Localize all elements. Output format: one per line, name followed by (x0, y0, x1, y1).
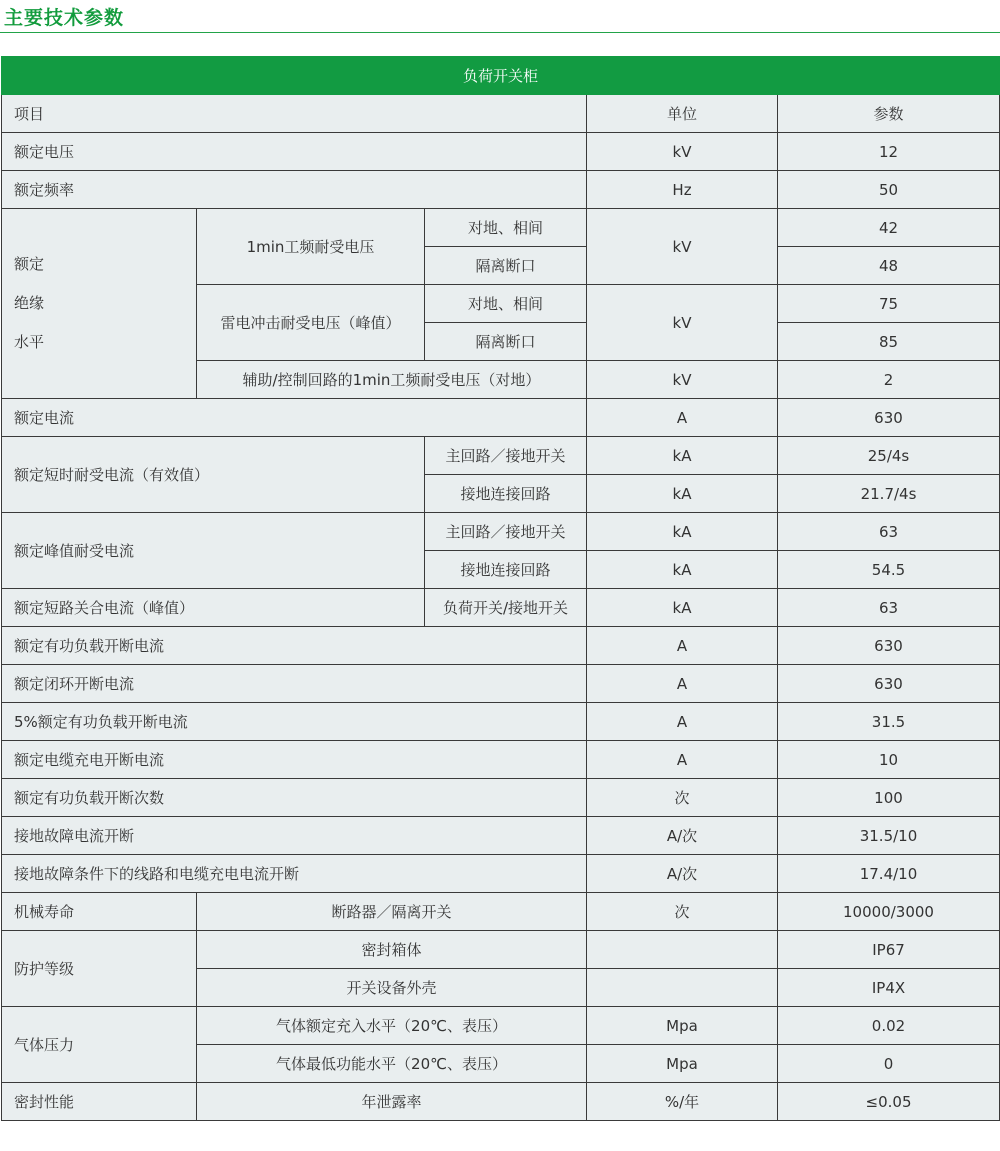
insulation-label (2, 209, 197, 399)
row-value: 12 (778, 133, 1000, 171)
row-label: 额定峰值耐受电流 (2, 513, 425, 589)
table-row (2, 779, 1000, 817)
row-unit: kA (587, 513, 778, 551)
row-sub: 接地连接回路 (425, 551, 587, 589)
row-value: 31.5 (778, 703, 1000, 741)
row-value: 63 (778, 513, 1000, 551)
row-value: 630 (778, 627, 1000, 665)
group-label: 雷电冲击耐受电压（峰值） (197, 285, 425, 361)
row-sub: 开关设备外壳 (197, 969, 587, 1007)
row-label: 额定短路关合电流（峰值） (2, 589, 425, 627)
row-unit: A (587, 399, 778, 437)
row-value: IP67 (778, 931, 1000, 969)
row-unit: A/次 (587, 817, 778, 855)
row-label: 5%额定有功负载开断电流 (2, 703, 587, 741)
row-label: 气体压力 (2, 1007, 197, 1083)
row-value: 10 (778, 741, 1000, 779)
row-unit: %/年 (587, 1083, 778, 1121)
row-value: 75 (778, 285, 1000, 323)
row-value: 2 (778, 361, 1000, 399)
table-row (2, 1007, 1000, 1045)
row-unit (587, 969, 778, 1007)
label-line: 水平 (14, 333, 45, 351)
row-unit: A (587, 627, 778, 665)
row-label: 额定闭环开断电流 (2, 665, 587, 703)
row-value: 25/4s (778, 437, 1000, 475)
table-caption: 负荷开关柜 (2, 57, 1000, 95)
row-label: 额定短时耐受电流（有效值） (2, 437, 425, 513)
row-value: 630 (778, 665, 1000, 703)
row-unit: kA (587, 551, 778, 589)
table-row (2, 703, 1000, 741)
label-line: 额定 (14, 255, 45, 273)
row-value: 0.02 (778, 1007, 1000, 1045)
title-divider (0, 32, 1000, 33)
row-label: 密封性能 (2, 1083, 197, 1121)
row-unit: Mpa (587, 1007, 778, 1045)
row-unit: 次 (587, 779, 778, 817)
header-unit: 单位 (587, 95, 778, 133)
row-sub: 气体额定充入水平（20℃、表压） (197, 1007, 587, 1045)
group-label: 1min工频耐受电压 (197, 209, 425, 285)
table-row (2, 513, 1000, 551)
row-label: 额定有功负载开断次数 (2, 779, 587, 817)
row-value: 42 (778, 209, 1000, 247)
row-value: 21.7/4s (778, 475, 1000, 513)
row-label: 防护等级 (2, 931, 197, 1007)
spec-table (1, 56, 1000, 1121)
row-unit: kA (587, 437, 778, 475)
row-label: 额定频率 (2, 171, 587, 209)
row-unit: kA (587, 475, 778, 513)
row-value: 10000/3000 (778, 893, 1000, 931)
row-unit: A/次 (587, 855, 778, 893)
row-unit: Hz (587, 171, 778, 209)
table-row (2, 209, 1000, 247)
row-sub: 对地、相间 (425, 209, 587, 247)
table-row (2, 665, 1000, 703)
table-row (2, 589, 1000, 627)
table-row (2, 855, 1000, 893)
row-label: 额定电流 (2, 399, 587, 437)
table-row (2, 171, 1000, 209)
row-unit: kV (587, 133, 778, 171)
row-unit (587, 931, 778, 969)
row-unit: 次 (587, 893, 778, 931)
row-sub: 接地连接回路 (425, 475, 587, 513)
row-value: 31.5/10 (778, 817, 1000, 855)
table-row (2, 399, 1000, 437)
table-row (2, 627, 1000, 665)
row-sub: 对地、相间 (425, 285, 587, 323)
row-unit: kV (587, 361, 778, 399)
row-sub: 气体最低功能水平（20℃、表压） (197, 1045, 587, 1083)
row-label: 机械寿命 (2, 893, 197, 931)
row-unit: Mpa (587, 1045, 778, 1083)
page-title: 主要技术参数 (4, 7, 125, 29)
row-unit: kV (587, 285, 778, 361)
row-unit: kA (587, 589, 778, 627)
table-row (2, 931, 1000, 969)
row-label: 额定电压 (2, 133, 587, 171)
row-sub: 年泄露率 (197, 1083, 587, 1121)
row-value: 0 (778, 1045, 1000, 1083)
row-unit: A (587, 703, 778, 741)
table-row (2, 437, 1000, 475)
row-sub: 断路器／隔离开关 (197, 893, 587, 931)
row-sub: 隔离断口 (425, 323, 587, 361)
row-value: IP4X (778, 969, 1000, 1007)
row-sub: 负荷开关/接地开关 (425, 589, 587, 627)
row-label: 接地故障电流开断 (2, 817, 587, 855)
table-row (2, 133, 1000, 171)
row-sub: 密封箱体 (197, 931, 587, 969)
table-caption-row (2, 57, 1000, 95)
row-label: 额定有功负载开断电流 (2, 627, 587, 665)
row-value: 630 (778, 399, 1000, 437)
row-sub: 辅助/控制回路的1min工频耐受电压（对地） (197, 361, 587, 399)
row-value: 63 (778, 589, 1000, 627)
row-label: 额定电缆充电开断电流 (2, 741, 587, 779)
row-value: 85 (778, 323, 1000, 361)
row-label: 接地故障条件下的线路和电缆充电电流开断 (2, 855, 587, 893)
header-item: 项目 (2, 95, 587, 133)
row-unit: A (587, 665, 778, 703)
row-unit: kV (587, 209, 778, 285)
row-unit: A (587, 741, 778, 779)
row-value: 50 (778, 171, 1000, 209)
table-row (2, 1083, 1000, 1121)
row-value: ≤0.05 (778, 1083, 1000, 1121)
label-line: 绝缘 (14, 294, 45, 312)
table-header-row (2, 95, 1000, 133)
table-row (2, 893, 1000, 931)
row-value: 17.4/10 (778, 855, 1000, 893)
table-row (2, 741, 1000, 779)
header-value: 参数 (778, 95, 1000, 133)
row-sub: 隔离断口 (425, 247, 587, 285)
row-value: 54.5 (778, 551, 1000, 589)
row-sub: 主回路／接地开关 (425, 513, 587, 551)
row-value: 48 (778, 247, 1000, 285)
table-row (2, 817, 1000, 855)
row-value: 100 (778, 779, 1000, 817)
row-sub: 主回路／接地开关 (425, 437, 587, 475)
